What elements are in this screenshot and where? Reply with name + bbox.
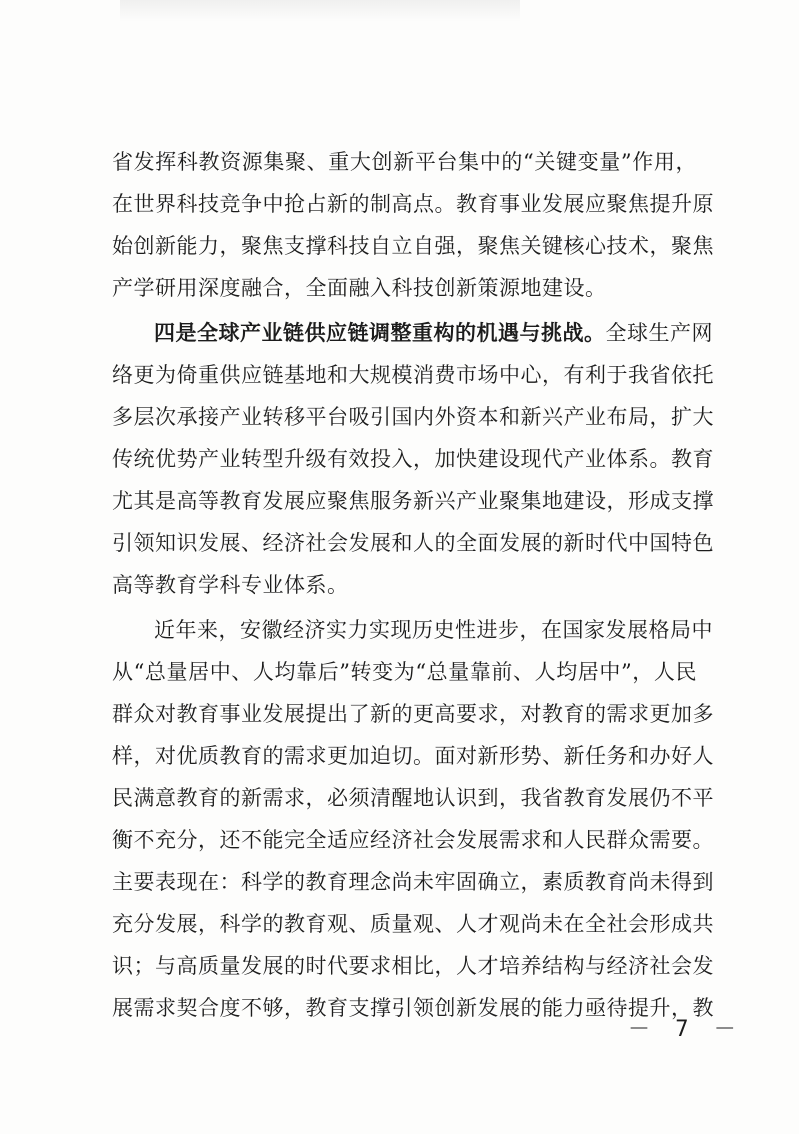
text-line: 络更为倚重供应链基地和大规模消费市场中心，有利于我省依托 [112, 363, 714, 387]
text-line: 展需求契合度不够，教育支撑引领创新发展的能力亟待提升，教 [112, 996, 714, 1020]
text-line: 多层次承接产业转移平台吸引国内外资本和新兴产业布局，扩大 [112, 405, 714, 429]
text-line: 始创新能力，聚焦支撑科技自立自强，聚焦关键核心技术，聚焦 [112, 234, 714, 258]
text-line: 引领知识发展、经济社会发展和人的全面发展的新时代中国特色 [112, 531, 714, 555]
body-text [112, 141, 714, 1029]
paragraph-1 [112, 141, 714, 309]
text-span: 全球生产网 [605, 321, 713, 345]
text-line: 从“总量居中、人均靠后”转变为“总量靠前、人均居中”，人民 [112, 660, 697, 684]
paragraph-3 [112, 609, 714, 1029]
text-line: 尤其是高等教育发展应聚焦服务新兴产业聚集地建设，形成支撑 [112, 489, 714, 513]
text-line: 识；与高质量发展的时代要求相比，人才培养结构与经济社会发 [112, 954, 714, 978]
text-line: 在世界科技竞争中抢占新的制高点。教育事业发展应聚焦提升原 [112, 192, 714, 216]
text-line: 充分发展，科学的教育观、质量观、人才观尚未在全社会形成共 [112, 912, 714, 936]
scan-artifact [120, 0, 520, 22]
text-line: 群众对教育事业发展提出了新的更高要求，对教育的需求更加多 [112, 702, 714, 726]
text-line: 省发挥科教资源集聚、重大创新平台集中的“关键变量”作用， [112, 150, 697, 174]
text-line: 样，对优质教育的需求更加迫切。面对新形势、新任务和办好人 [112, 744, 714, 768]
text-line: 传统优势产业转型升级有效投入，加快建设现代产业体系。教育 [112, 447, 714, 471]
text-line: 高等教育学科专业体系。 [112, 573, 349, 597]
text-line: 近年来，安徽经济实力实现历史性进步，在国家发展格局中 [154, 618, 713, 642]
text-line: 衡不充分，还不能完全适应经济社会发展需求和人民群众需要。 [112, 828, 714, 852]
page-number: － 7 － [628, 1017, 742, 1042]
text-line: 民满意教育的新需求，必须清醒地认识到，我省教育发展仍不平 [112, 786, 714, 810]
text-line [112, 312, 713, 354]
paragraph-2 [112, 312, 714, 606]
text-line: 主要表现在：科学的教育理念尚未牢固确立，素质教育尚未得到 [112, 870, 714, 894]
text-line: 产学研用深度融合，全面融入科技创新策源地建设。 [112, 276, 607, 300]
section-lead-heading: 四是全球产业链供应链调整重构的机遇与挑战。 [154, 320, 606, 345]
